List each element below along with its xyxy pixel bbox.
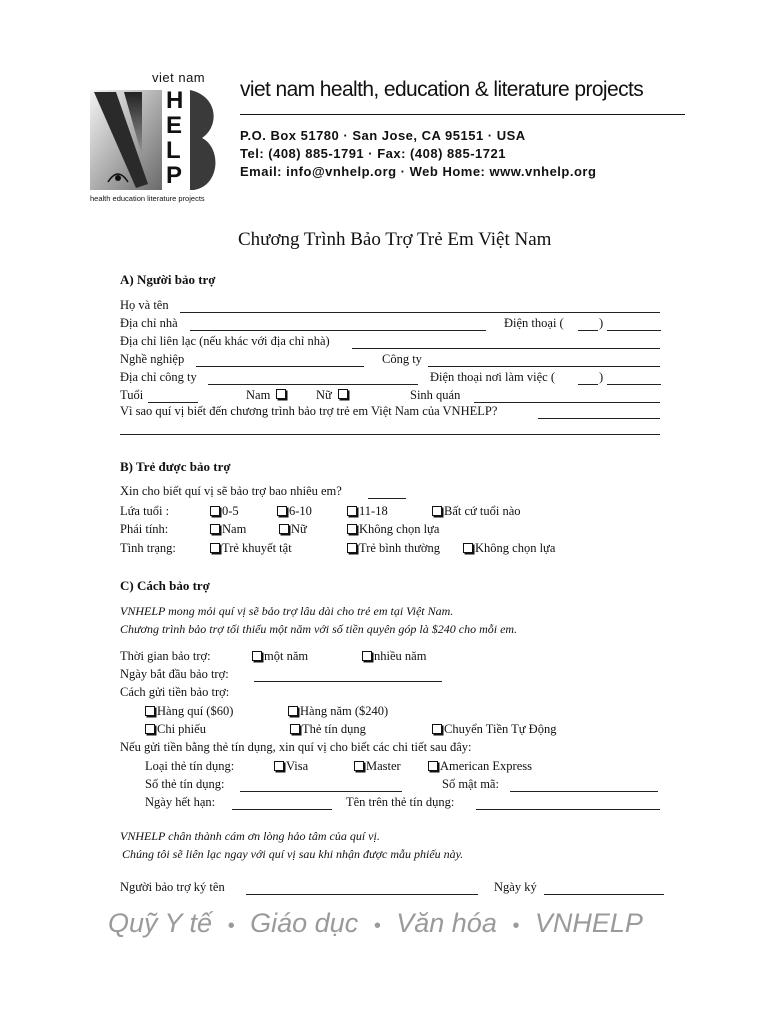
security-code-field[interactable] <box>510 791 658 792</box>
age-6-10-checkbox[interactable] <box>277 506 287 516</box>
status-option-none-label: Không chọn lựa <box>475 541 556 555</box>
status-label: Tình trạng: <box>120 541 176 555</box>
cardholder-label: Tên trên thẻ tín dụng: <box>346 795 455 809</box>
footer-item-education: Giáo dục <box>250 908 359 938</box>
credit-card-checkbox[interactable] <box>290 724 300 734</box>
section-b-heading: B) Trẻ được bảo trợ <box>120 459 231 474</box>
contact-note: Chúng tôi sẽ liên lạc ngay với quí vị sau khi nhận được mẫu phiếu này. <box>122 847 464 861</box>
status-option-none[interactable] <box>463 541 555 556</box>
status-option-normal-label: Trẻ bình thường <box>359 541 440 555</box>
card-type-visa[interactable] <box>274 759 308 774</box>
gender-male-checkbox[interactable] <box>210 524 220 534</box>
payment-option-check[interactable] <box>145 722 206 737</box>
expiry-label: Ngày hết hạn: <box>145 795 216 809</box>
many-years-checkbox[interactable] <box>362 651 372 661</box>
credit-card-note: Nếu gửi tiền bằng thẻ tín dụng, xin quí vị cho biết các chi tiết sau đây: <box>120 740 472 754</box>
signature-label: Người bảo trợ ký tên <box>120 880 225 894</box>
work-phone-area-field[interactable] <box>578 384 598 385</box>
male-label: Nam <box>246 388 271 402</box>
company-address-field[interactable] <box>208 384 418 385</box>
payment-option-auto-transfer-label: Chuyển Tiền Tự Động <box>444 722 557 736</box>
occupation-label: Nghề nghiệp <box>120 352 185 366</box>
thanks-note: VNHELP chân thành cám ơn lòng hảo tâm của quí vị. <box>120 829 380 843</box>
payment-option-check-label: Chi phiếu <box>157 722 206 736</box>
work-phone-close-paren: ) <box>599 370 604 384</box>
header-rule <box>240 114 685 115</box>
home-address-label: Địa chỉ nhà <box>120 316 178 330</box>
age-option-11-18-label: 11-18 <box>359 504 388 518</box>
company-field[interactable] <box>428 366 660 367</box>
logo-letter-h: H <box>166 87 184 114</box>
age-label: Tuổi <box>120 388 144 402</box>
phone-number-field[interactable] <box>607 330 661 331</box>
start-date-label: Ngày bắt đầu bảo trợ: <box>120 667 229 681</box>
payment-option-credit-card-label: Thẻ tín dụng <box>302 722 366 736</box>
quarterly-checkbox[interactable] <box>145 706 155 716</box>
female-checkbox[interactable] <box>338 389 348 399</box>
gender-label: Phái tính: <box>120 522 169 536</box>
company-label: Công ty <box>382 352 422 366</box>
female-label: Nữ <box>316 388 332 402</box>
contact-address-field[interactable] <box>352 348 660 349</box>
gender-female-checkbox[interactable] <box>279 524 289 534</box>
card-type-master[interactable] <box>354 759 401 774</box>
gender-option-none-label: Không chọn lựa <box>359 522 440 536</box>
payment-method-label: Cách gửi tiền bảo trợ: <box>120 685 230 699</box>
payment-option-yearly[interactable] <box>288 704 388 719</box>
card-number-field[interactable] <box>240 791 402 792</box>
security-code-label: Số mật mã: <box>442 777 499 791</box>
document-title: Chương Trình Bảo Trợ Trẻ Em Việt Nam <box>238 229 552 250</box>
referral-field[interactable] <box>538 418 660 419</box>
payment-option-auto-transfer[interactable] <box>432 722 556 737</box>
payment-option-credit-card[interactable] <box>290 722 366 737</box>
footer-item-health-fund: Quỹ Y tế <box>108 908 213 938</box>
referral-label: Vì sao quí vị biết đến chương trình bảo trợ trẻ em Việt Nam của VNHELP? <box>120 404 498 418</box>
status-option-disabled[interactable] <box>210 541 292 556</box>
logo-wordmark-top: viet nam <box>152 70 206 85</box>
card-type-amex-label: American Express <box>440 759 532 773</box>
logo-letter-p: P <box>166 162 183 189</box>
duration-option-one-year-label: một năm <box>264 649 309 663</box>
visa-checkbox[interactable] <box>274 761 284 771</box>
sponsorship-note-2: Chương trình bảo trợ tối thiểu một năm với số tiền quyên góp là $240 cho mỗi em. <box>120 622 518 636</box>
age-any-checkbox[interactable] <box>432 506 442 516</box>
occupation-field[interactable] <box>196 366 364 367</box>
logo-help-letters <box>166 88 190 188</box>
male-checkbox[interactable] <box>276 389 286 399</box>
full-name-field[interactable] <box>180 312 660 313</box>
status-option-normal[interactable] <box>347 541 440 556</box>
duration-option-many-years-label: nhiều năm <box>374 649 427 663</box>
payment-option-quarterly[interactable] <box>145 704 233 719</box>
age-option-any-label: Bất cứ tuổi nào <box>444 504 521 518</box>
gender-option-male[interactable] <box>210 522 246 537</box>
full-name-label: Họ và tên <box>120 298 169 312</box>
phone-close-paren: ) <box>599 316 604 330</box>
sponsorship-note-1: VNHELP mong mỏi quí vị sẽ bảo trợ lâu dài cho trẻ em tại Việt Nam. <box>120 604 454 618</box>
duration-label: Thời gian bảo trợ: <box>120 649 211 663</box>
footer-item-vnhelp: VNHELP <box>534 908 643 938</box>
card-type-master-label: Master <box>366 759 401 773</box>
sign-date-label: Ngày ký <box>494 880 537 894</box>
referral-field-line-2[interactable] <box>120 434 660 435</box>
duration-option-many-years[interactable] <box>362 649 426 664</box>
footer-item-culture: Văn hóa <box>396 908 497 938</box>
yearly-checkbox[interactable] <box>288 706 298 716</box>
age-option-6-10-label: 6-10 <box>289 504 312 518</box>
work-phone-number-field[interactable] <box>607 384 661 385</box>
org-title: viet nam health, education & literature projects <box>240 78 644 101</box>
logo-letter-l: L <box>166 137 181 164</box>
payment-option-yearly-label: Hàng năm ($240) <box>300 704 389 718</box>
age-option-0-5[interactable] <box>210 504 239 519</box>
one-year-checkbox[interactable] <box>252 651 262 661</box>
status-none-checkbox[interactable] <box>463 543 473 553</box>
footer-bullet: • <box>373 915 381 937</box>
check-checkbox[interactable] <box>145 724 155 734</box>
how-many-field[interactable] <box>368 498 406 499</box>
signature-field[interactable] <box>246 894 478 895</box>
start-date-field[interactable] <box>254 681 442 682</box>
address-line: P.O. Box 51780 · San Jose, CA 95151 · USA <box>240 128 526 143</box>
logo-wordmark-bottom: health education literature projects <box>90 194 205 203</box>
home-address-field[interactable] <box>190 330 486 331</box>
age-option-6-10[interactable] <box>277 504 312 519</box>
footer-bullet: • <box>512 915 520 937</box>
birthplace-field[interactable] <box>474 402 660 403</box>
vnhelp-logo <box>90 72 220 204</box>
expiry-field[interactable] <box>232 809 332 810</box>
age-option-11-18[interactable] <box>347 504 388 519</box>
gender-option-female-label: Nữ <box>291 522 307 536</box>
gender-none-checkbox[interactable] <box>347 524 357 534</box>
age-option-any[interactable] <box>432 504 521 519</box>
age-11-18-checkbox[interactable] <box>347 506 357 516</box>
phone-label: Điện thoại ( <box>504 316 564 330</box>
duration-option-one-year[interactable] <box>252 649 308 664</box>
auto-transfer-checkbox[interactable] <box>432 724 442 734</box>
company-address-label: Địa chỉ công ty <box>120 370 197 384</box>
gender-option-male-label: Nam <box>222 522 247 536</box>
age-field[interactable] <box>148 402 198 403</box>
amex-checkbox[interactable] <box>428 761 438 771</box>
card-number-label: Số thẻ tín dụng: <box>145 777 225 791</box>
card-type-label: Loại thẻ tín dụng: <box>145 759 235 773</box>
how-many-label: Xin cho biết quí vị sẽ bảo trợ bao nhiêu em? <box>120 484 342 498</box>
work-phone-label: Điện thoại nơi làm việc ( <box>430 370 555 384</box>
phone-area-field[interactable] <box>578 330 598 331</box>
gender-option-none[interactable] <box>347 522 439 537</box>
gender-option-female[interactable] <box>279 522 307 537</box>
payment-option-quarterly-label: Hàng quí ($60) <box>157 704 234 718</box>
age-range-label: Lứa tuổi : <box>120 504 170 518</box>
section-a-heading: A) Người bảo trợ <box>120 272 216 287</box>
phone-line: Tel: (408) 885-1791 · Fax: (408) 885-1721 <box>240 146 506 161</box>
logo-letter-e: E <box>166 112 183 139</box>
card-type-visa-label: Visa <box>286 759 309 773</box>
sign-date-field[interactable] <box>544 894 664 895</box>
birthplace-label: Sinh quán <box>410 388 461 402</box>
footer-bullet: • <box>227 915 235 937</box>
section-c-heading: C) Cách bảo trợ <box>120 578 210 593</box>
age-option-0-5-label: 0-5 <box>222 504 239 518</box>
contact-line: Email: info@vnhelp.org · Web Home: www.vnhelp.org <box>240 164 597 179</box>
status-option-disabled-label: Trẻ khuyết tật <box>222 541 292 555</box>
card-type-amex[interactable] <box>428 759 532 774</box>
age-0-5-checkbox[interactable] <box>210 506 220 516</box>
footer-tagline <box>108 908 643 939</box>
status-normal-checkbox[interactable] <box>347 543 357 553</box>
cardholder-field[interactable] <box>476 809 660 810</box>
contact-address-label: Địa chỉ liên lạc (nếu khác với địa chỉ nhà) <box>120 334 330 348</box>
master-checkbox[interactable] <box>354 761 364 771</box>
logo-vn-graphic <box>90 86 220 204</box>
status-disabled-checkbox[interactable] <box>210 543 220 553</box>
